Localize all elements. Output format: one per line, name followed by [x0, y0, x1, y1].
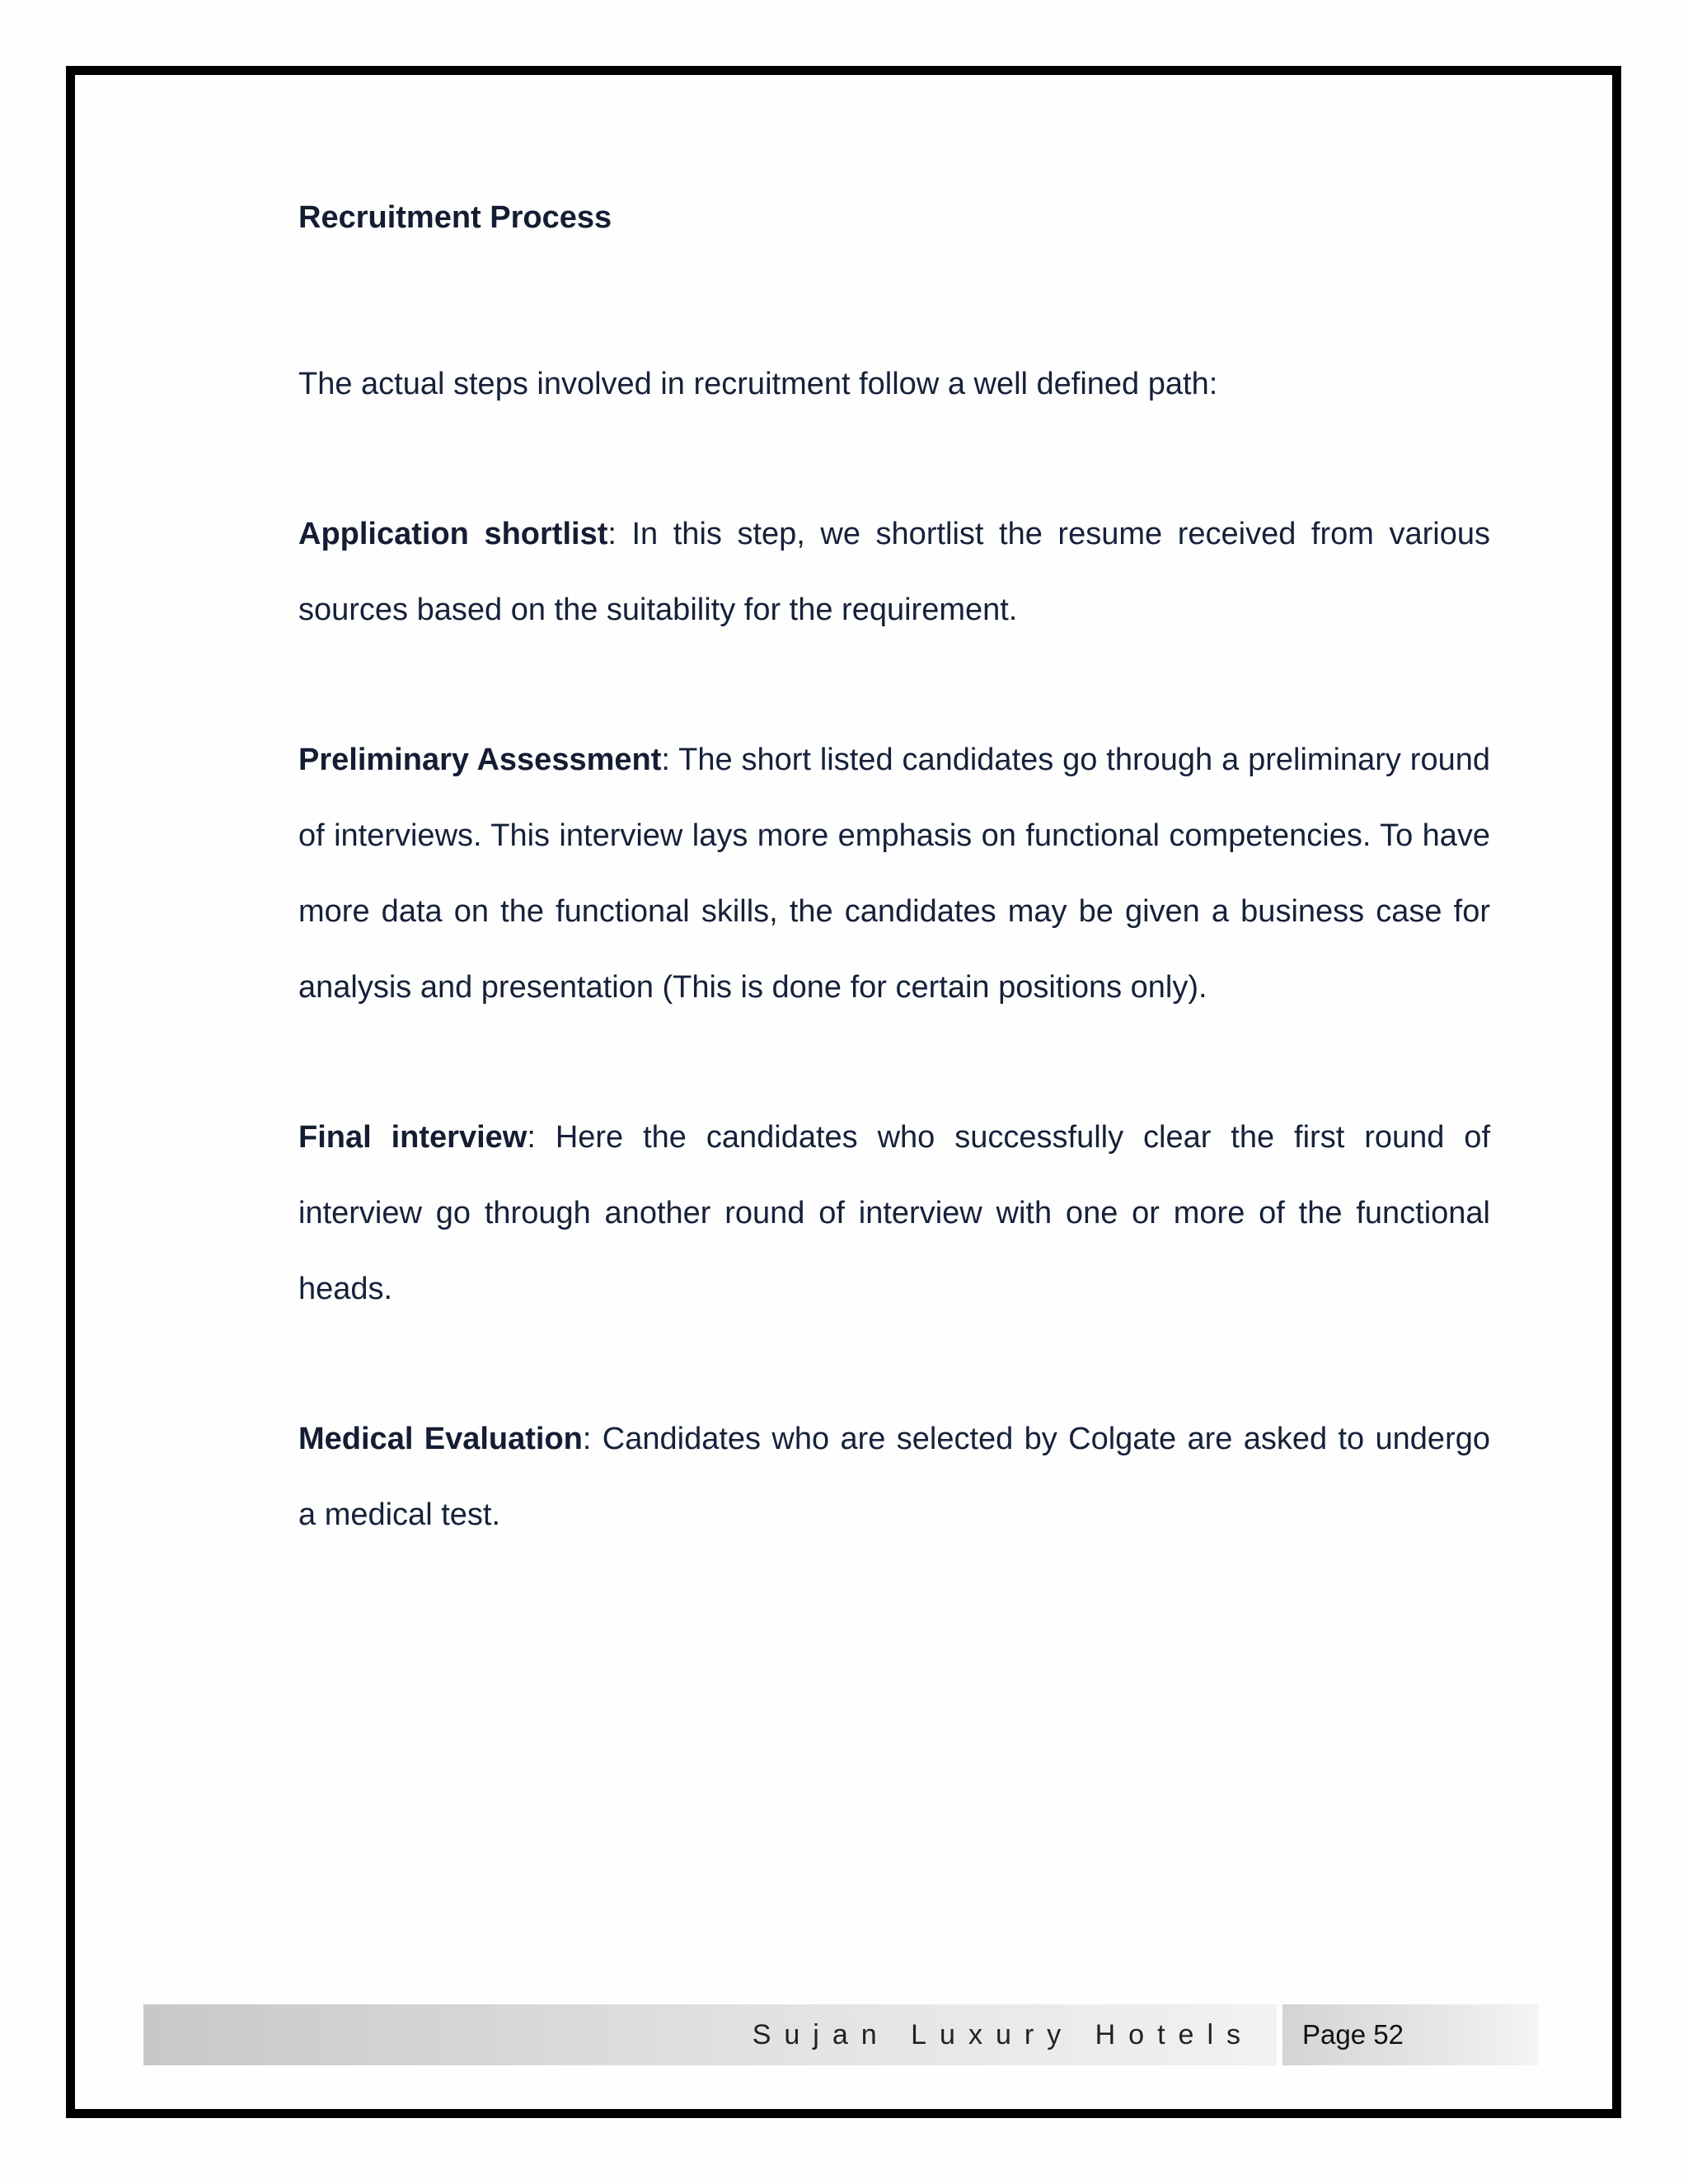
step-application-shortlist [298, 496, 1490, 648]
step-medical-evaluation [298, 1401, 1490, 1553]
step-description: : The short listed candidates go through a preliminary round of interviews. This interview lays more emphasis on functional competencies. To have more data on the functional skills, the candidates may be given a business case for analysis and presentation (This is done for certain positions only). [298, 743, 1490, 1005]
intro-paragraph: The actual steps involved in recruitment follow a well defined path: [298, 367, 1218, 401]
step-description: : Candidates who are selected by Colgate are asked to undergo a medical test. [298, 1422, 1490, 1532]
section-heading: Recruitment Process [298, 200, 612, 235]
step-preliminary-assessment [298, 722, 1490, 1025]
step-description: : In this step, we shortlist the resume received from various sources based on the suitability for the requirement. [298, 517, 1490, 627]
step-term: Application shortlist [298, 517, 608, 551]
step-term: Final interview [298, 1120, 528, 1155]
step-description: : Here the candidates who successfully clear the first round of interview go through another round of interview with one or more of the functional heads. [298, 1120, 1490, 1306]
document-body [298, 194, 1490, 1553]
step-term: Preliminary Assessment [298, 743, 662, 777]
step-final-interview [298, 1099, 1490, 1327]
page-number: Page 52 [1302, 2019, 1404, 2050]
footer-page-band [1282, 2004, 1539, 2065]
footer-company-name: Sujan Luxury Hotels [752, 2019, 1254, 2050]
footer-company-band [143, 2004, 1277, 2065]
page-footer [143, 2004, 1539, 2065]
step-term: Medical Evaluation [298, 1422, 583, 1456]
